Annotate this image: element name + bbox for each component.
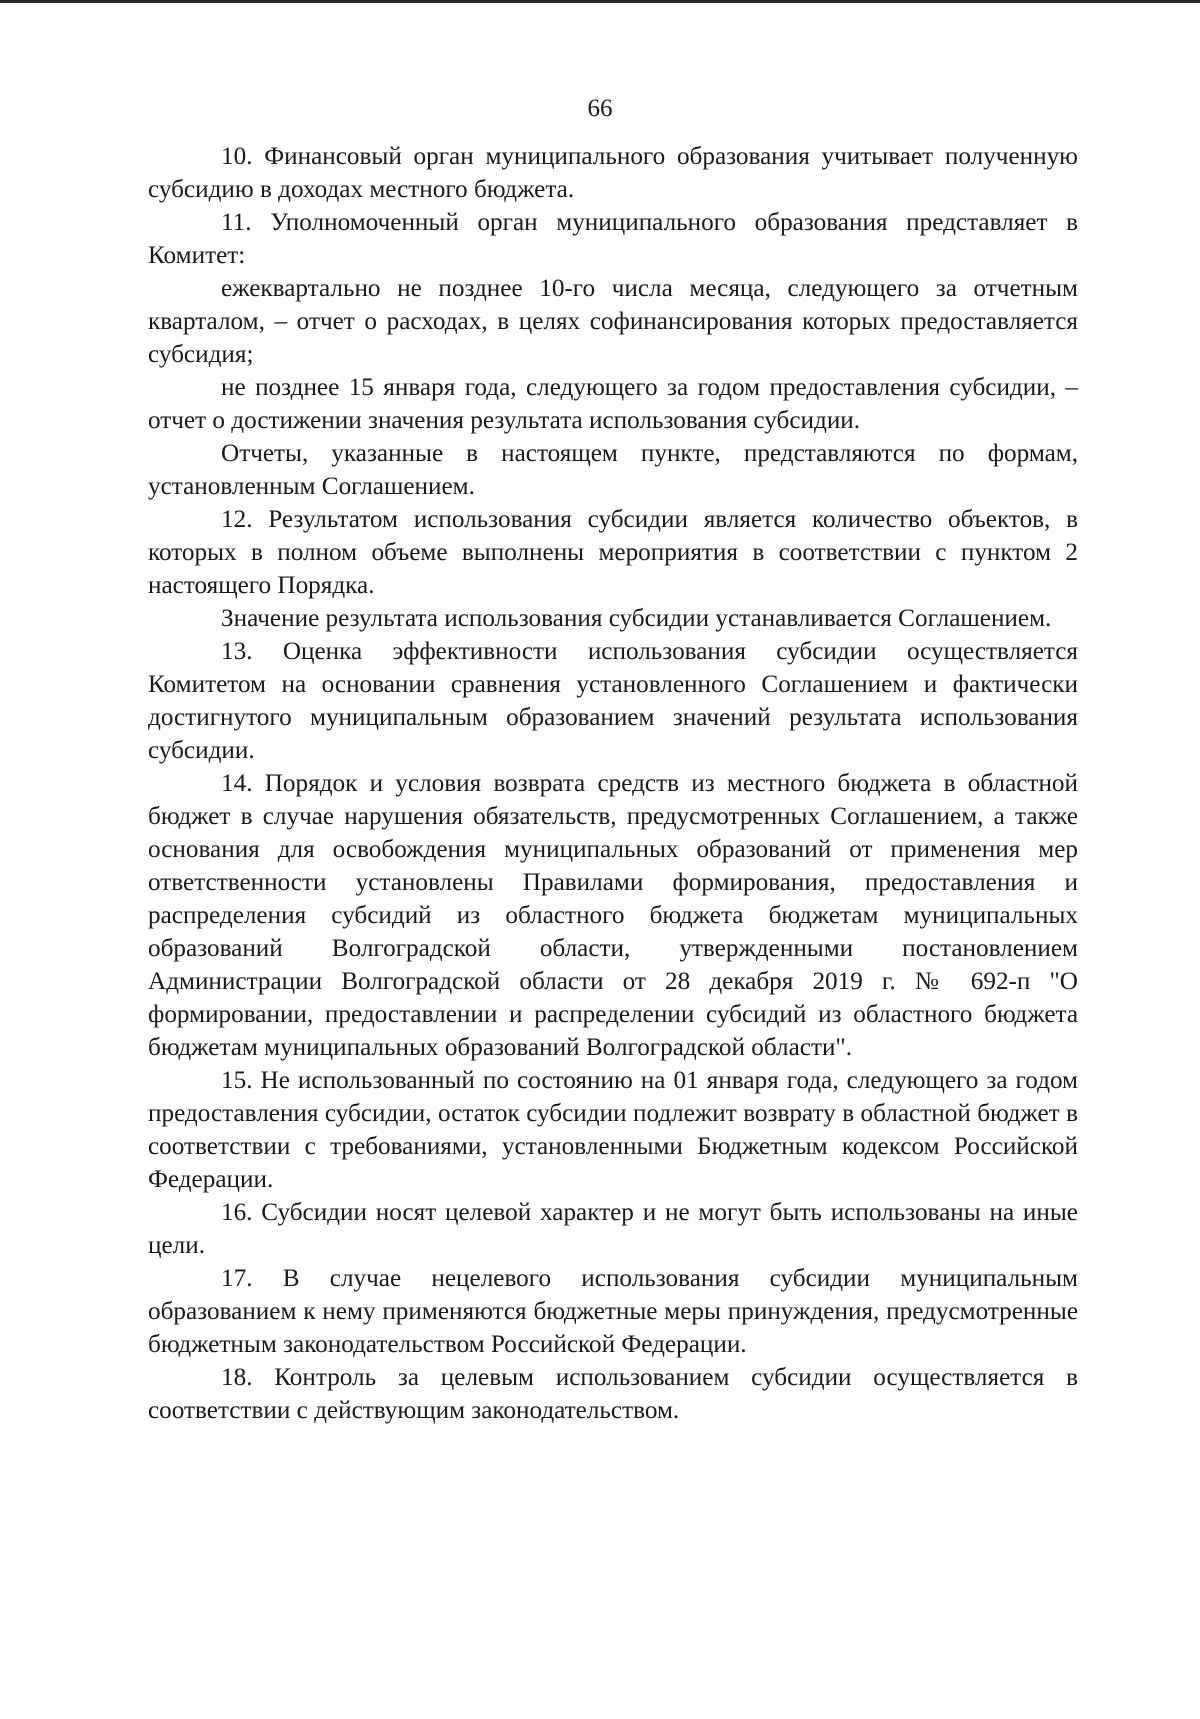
body-text — [148, 140, 1078, 1427]
paragraph-10: 10. Финансовый орган муниципального образования учитывает полученную субсидию в доходах местного бюджета. — [148, 143, 1078, 203]
scan-top-edge — [0, 0, 1200, 3]
paragraph-12: 12. Результатом использования субсидии является количество объектов, в которых в полном объеме выполнены мероприятия в соответствии с пунктом 2 настоящего Порядка. — [148, 506, 1078, 599]
paragraph-18: 18. Контроль за целевым использованием субсидии осуществляется в соответствии с действующим законодательством. — [148, 1364, 1078, 1424]
paragraph-11-quarterly-report: ежеквартально не позднее 10-го числа месяца, следующего за отчетным кварталом, – отчет о расходах, в целях софинансирования которых предоставляется субсидия; — [148, 275, 1078, 368]
paragraph-16: 16. Субсидии носят целевой характер и не могут быть использованы на иные цели. — [148, 1199, 1078, 1259]
paragraph-11-report-forms: Отчеты, указанные в настоящем пункте, представляются по формам, установленным Соглашением. — [148, 440, 1078, 500]
paragraph-12-result-value: Значение результата использования субсидии устанавливается Соглашением. — [221, 605, 1052, 632]
paragraph-17: 17. В случае нецелевого использования субсидии муниципальным образованием к нему применяются бюджетные меры принуждения, предусмотренные бюджетным законодательством Российской Федерации. — [148, 1265, 1078, 1358]
paragraph-13: 13. Оценка эффективности использования субсидии осуществляется Комитетом на основании сравнения установленного Соглашением и фактически достигнутого муниципальным образованием значений результата использования субсидии. — [148, 638, 1078, 764]
paragraph-15: 15. Не использованный по состоянию на 01 января года, следующего за годом предоставления субсидии, остаток субсидии подлежит возврату в областной бюджет в соответствии с требованиями, установленными Бюджетным кодексом Российской Федерации. — [148, 1067, 1078, 1193]
page-number: 66 — [587, 95, 613, 122]
paragraph-11-annual-report: не позднее 15 января года, следующего за годом предоставления субсидии, – отчет о достижении значения результата использования субсидии. — [148, 374, 1078, 434]
paragraph-11: 11. Уполномоченный орган муниципального образования представляет в Комитет: — [148, 209, 1078, 269]
paragraph-14: 14. Порядок и условия возврата средств из местного бюджета в областной бюджет в случае нарушения обязательств, предусмотренных Соглашением, а также основания для освобождения муниципальных образований от применения мер ответственности установлены Правилами формирования, предоставления и распределения субсидий из областного бюджета бюджетам муниципальных образований Волгоградской области, утвержденными постановлением Администрации Волгоградской области от 28 декабря 2019 г. № 692-п "О формировании, предоставлении и распределении субсидий из областного бюджета бюджетам муниципальных образований Волгоградской области". — [148, 770, 1078, 1061]
